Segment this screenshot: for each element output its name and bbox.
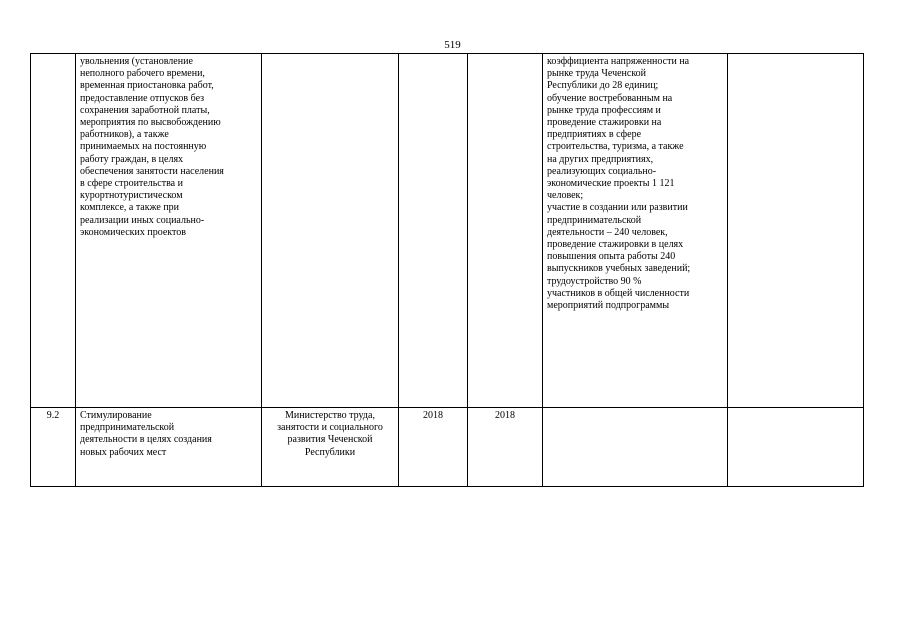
cell-description: увольнения (установление неполного рабочего времени, временная приостановка работ, предоставление отпусков без сохранения заработной платы, мероприятия по высвобождению работников), а также принимаемых на постоянную работу граждан, в целях обеспечения занятости населения в сфере строительства и курортнотуристическом комплексе, а также при реализации иных социально- экономических проектов bbox=[76, 54, 262, 408]
cell-executor: Министерство труда, занятости и социального развития Чеченской Республики bbox=[262, 408, 399, 487]
table-row bbox=[31, 408, 864, 487]
cell-start-year: 2018 bbox=[399, 408, 468, 487]
cell-extra bbox=[728, 408, 864, 487]
program-table bbox=[30, 53, 864, 487]
cell-description: Стимулирование предпринимательской деятельности в целях создания новых рабочих мест bbox=[76, 408, 262, 487]
cell-extra bbox=[728, 54, 864, 408]
cell-end-year bbox=[468, 54, 543, 408]
table-row bbox=[31, 54, 864, 408]
cell-result: коэффициента напряженности на рынке труда Чеченской Республики до 28 единиц; обучение востребованным на рынке труда профессиям и проведение стажировки на предприятиях в сфере строительства, туризма, а также на других предприятиях, реализующих социально- экономические проекты 1 121 человек; участие в создании или развитии предпринимательской деятельности – 240 человек, проведение стажировки в целях повышения опыта работы 240 выпускников учебных заведений; трудоустройство 90 % участников в общей численности мероприятий подпрограммы bbox=[543, 54, 728, 408]
cell-executor bbox=[262, 54, 399, 408]
cell-result bbox=[543, 408, 728, 487]
cell-number bbox=[31, 54, 76, 408]
page-number: 519 bbox=[444, 39, 461, 51]
cell-number: 9.2 bbox=[31, 408, 76, 487]
cell-start-year bbox=[399, 54, 468, 408]
cell-end-year: 2018 bbox=[468, 408, 543, 487]
